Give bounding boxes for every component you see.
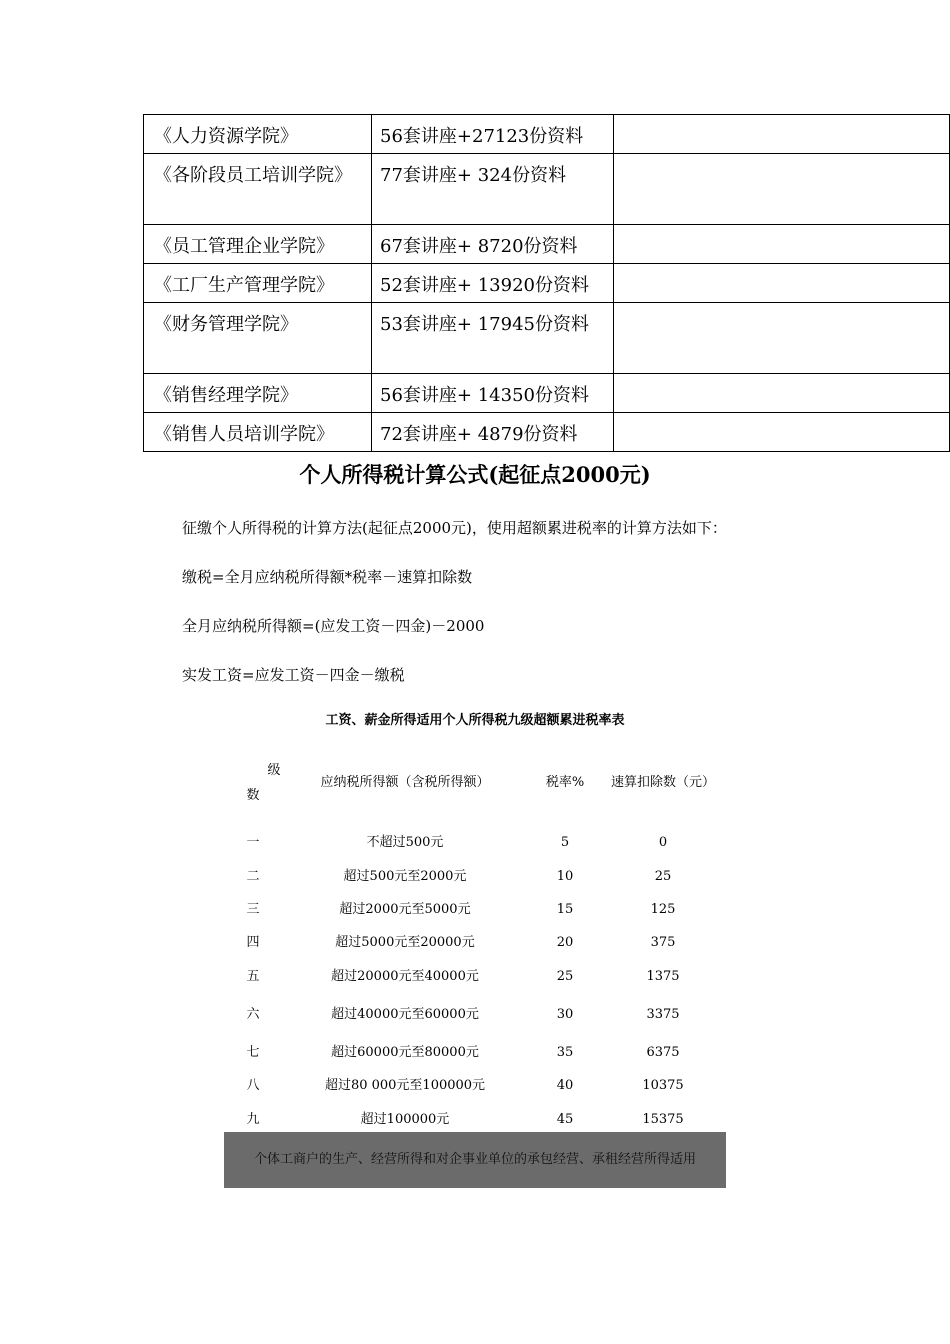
income-cell: 超过80 000元至100000元 [324,1078,486,1093]
course-content: 72套讲座+ 4879份资料 [372,413,614,452]
income-cell: 超过60000元至80000元 [331,1045,479,1060]
deduction-cell: 375 [650,935,676,950]
level-cell: 二 [246,869,260,884]
table-row [144,264,950,303]
level-cell: 六 [246,1007,260,1022]
course-extra [614,303,950,374]
intro-paragraph: 征缴个人所得税的计算方法(起征点2000元)，使用超额累进税率的计算方法如下： [182,519,727,537]
course-name: 《销售经理学院》 [144,374,372,413]
table-row [144,115,950,154]
deduction-cell: 3375 [646,1007,680,1022]
income-cell: 不超过500元 [366,835,444,850]
course-content: 53套讲座+ 17945份资料 [372,303,614,374]
income-cell: 超过5000元至20000元 [335,935,475,950]
course-extra [614,154,950,225]
deduction-cell: 10375 [642,1078,684,1093]
rate-cell: 15 [556,902,574,917]
course-extra [614,413,950,452]
course-extra [614,115,950,154]
table-row [144,303,950,374]
footer-note: 个体工商户的生产、经营所得和对企事业单位的承包经营、承租经营所得适用 [224,1132,726,1188]
rate-cell: 5 [560,835,570,850]
table-row [144,413,950,452]
income-cell: 超过2000元至5000元 [339,902,471,917]
header-deduction: 速算扣除数（元） [610,775,715,790]
income-cell: 超过500元至2000元 [343,869,467,884]
table-row [144,154,950,225]
course-content: 56套讲座+27123份资料 [372,115,614,154]
deduction-cell: 125 [650,902,676,917]
course-name: 《各阶段员工培训学院》 [144,154,372,225]
formula-taxable-income: 全月应纳税所得额=(应发工资－四金)－2000 [182,617,485,635]
course-content: 77套讲座+ 324份资料 [372,154,614,225]
course-name: 《工厂生产管理学院》 [144,264,372,303]
tax-table-caption: 工资、薪金所得适用个人所得税九级超额累进税率表 [325,713,625,728]
rate-cell: 30 [556,1007,574,1022]
header-level-a: 级 [267,763,281,778]
formula-tax: 缴税=全月应纳税所得额*税率－速算扣除数 [182,568,473,586]
rate-cell: 45 [556,1112,574,1127]
rate-cell: 25 [556,969,574,984]
level-cell: 四 [246,935,260,950]
course-content: 52套讲座+ 13920份资料 [372,264,614,303]
course-content: 56套讲座+ 14350份资料 [372,374,614,413]
level-cell: 一 [246,835,260,850]
course-extra [614,264,950,303]
deduction-cell: 15375 [642,1112,684,1127]
header-rate: 税率% [545,775,585,790]
deduction-cell: 0 [658,835,668,850]
course-extra [614,374,950,413]
course-table [143,114,950,452]
formula-net-salary: 实发工资=应发工资－四金－缴税 [182,666,405,684]
course-extra [614,225,950,264]
level-cell: 七 [246,1045,260,1060]
level-cell: 三 [246,902,260,917]
table-row [144,374,950,413]
income-cell: 超过20000元至40000元 [331,969,479,984]
rate-cell: 35 [556,1045,574,1060]
deduction-cell: 25 [654,869,672,884]
deduction-cell: 6375 [646,1045,680,1060]
rate-cell: 10 [556,869,574,884]
header-level-b: 数 [246,788,260,803]
course-content: 67套讲座+ 8720份资料 [372,225,614,264]
course-name: 《销售人员培训学院》 [144,413,372,452]
income-cell: 超过40000元至60000元 [331,1007,479,1022]
rate-cell: 40 [556,1078,574,1093]
deduction-cell: 1375 [646,969,680,984]
level-cell: 八 [246,1078,260,1093]
section-title: 个人所得税计算公式(起征点2000元) [299,462,651,487]
header-income: 应纳税所得额（含税所得额） [320,775,490,790]
table-row [144,225,950,264]
course-name: 《人力资源学院》 [144,115,372,154]
level-cell: 九 [246,1112,260,1127]
level-cell: 五 [246,969,260,984]
course-name: 《财务管理学院》 [144,303,372,374]
rate-cell: 20 [556,935,574,950]
course-name: 《员工管理企业学院》 [144,225,372,264]
income-cell: 超过100000元 [360,1112,450,1127]
